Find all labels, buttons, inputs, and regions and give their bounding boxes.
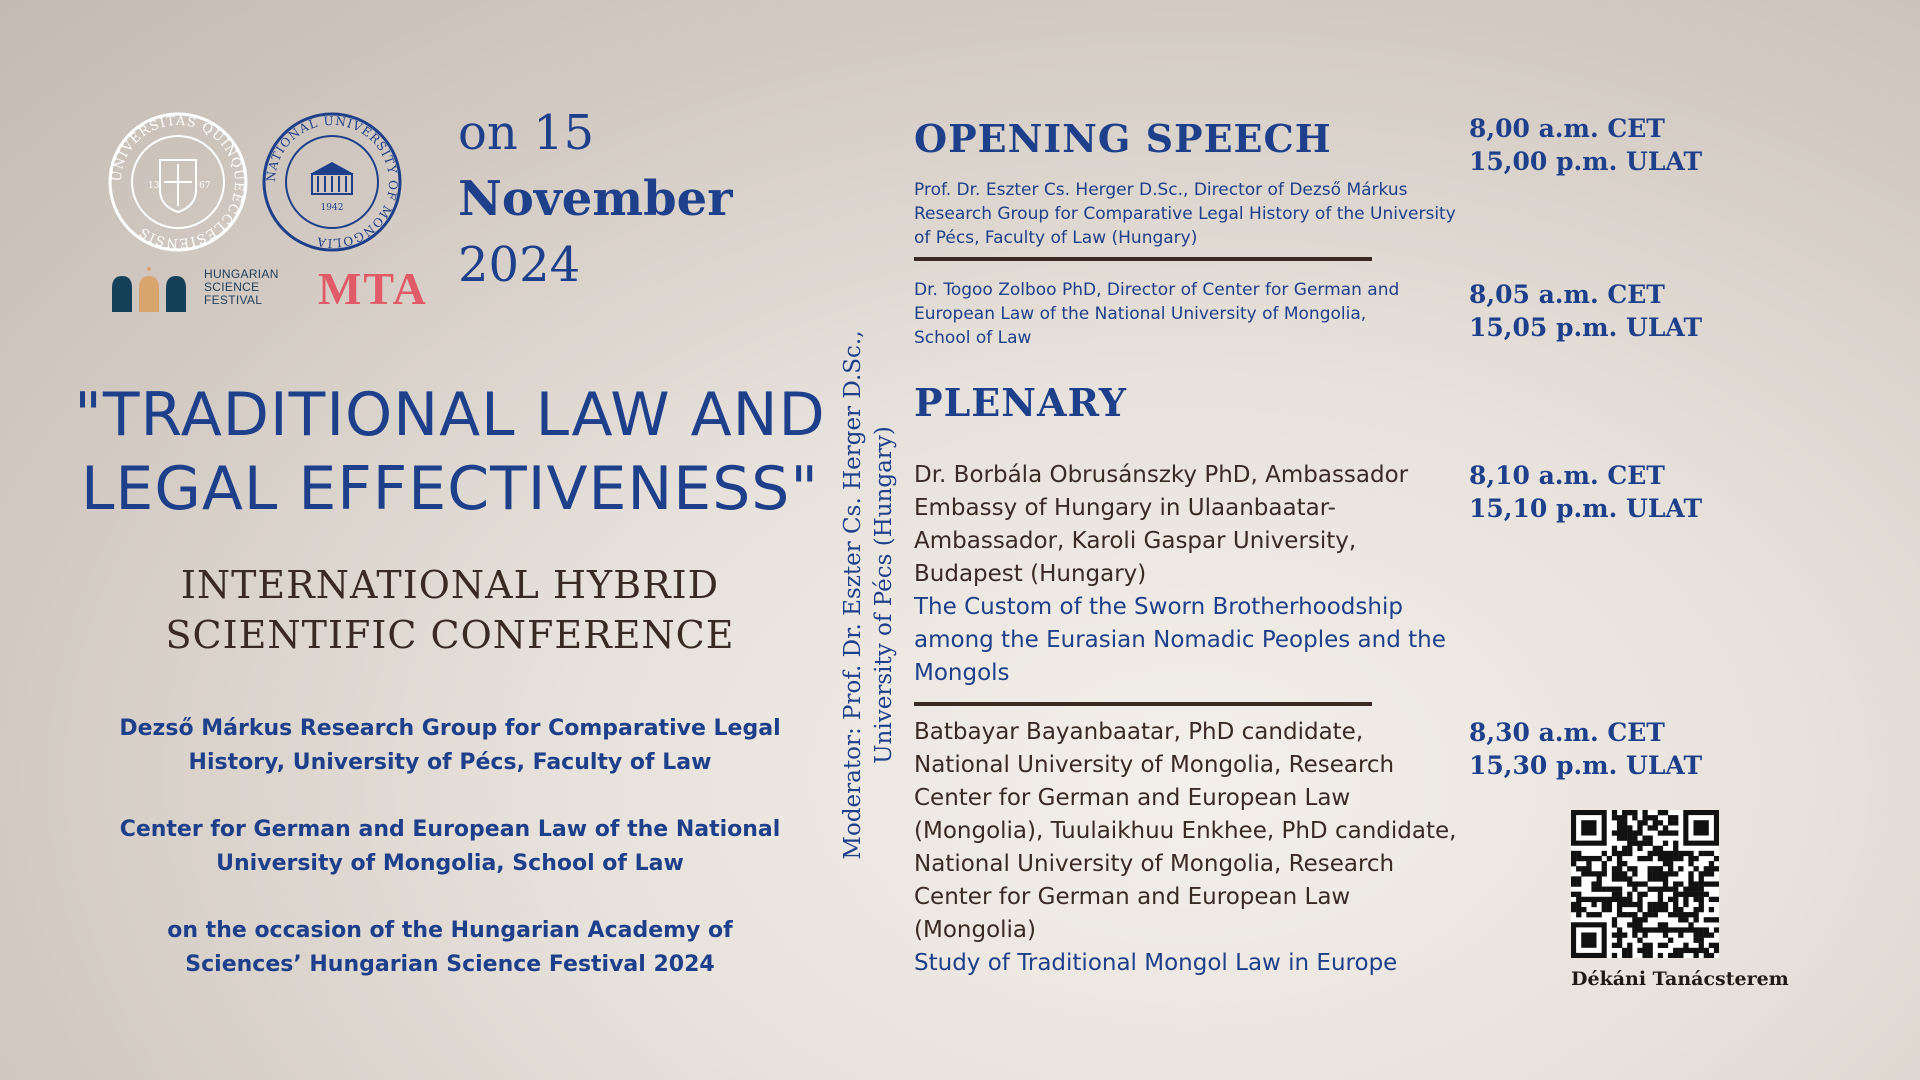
hsf-text-line: SCIENCE — [204, 280, 260, 294]
plenary-speaker-1: Dr. Borbála Obrusánszky PhD, Ambassador Embassy of Hungary in Ulaanbaatar- Ambassador, Karoli Gaspar University, Budapest (Hungary) — [914, 462, 1409, 587]
plenary-talk-title-1: The Custom of the Sworn Brotherhoodship among the Eurasian Nomadic Peoples and the Mongols — [914, 594, 1446, 686]
title-line: "TRADITIONAL LAW AND — [74, 380, 826, 450]
plenary-talk-title-2: Study of Traditional Mongol Law in Europe — [914, 950, 1398, 976]
organizer-2: Center for German and European Law of the National University of Mongolia, School of Law — [119, 817, 781, 876]
plenary-time-2: 8,30 a.m. CET 15,30 p.m. ULAT — [1469, 718, 1703, 780]
national-university-of-mongolia-seal — [262, 112, 402, 252]
svg-text:67: 67 — [199, 181, 211, 191]
conference-subtitle — [60, 560, 840, 660]
hsf-text-line: HUNGARIAN — [204, 267, 279, 281]
svg-text:NATIONAL UNIVERSITY OF MONGOLI: NATIONAL UNIVERSITY OF MONGOLIA — [263, 113, 401, 251]
svg-text:13: 13 — [148, 181, 160, 191]
divider — [914, 257, 1372, 261]
opening-speaker-2: Dr. Togoo Zolboo PhD, Director of Center for German and European Law of the National University of Mongolia, School of Law — [914, 280, 1400, 348]
title-line: LEGAL EFFECTIVENESS" — [81, 454, 819, 524]
svg-text:UNIVERSITAS QUINQUEECCLESIENSI: UNIVERSITAS QUINQUEECCLESIENSIS — [109, 113, 247, 251]
hsf-text-line: FESTIVAL — [204, 293, 263, 307]
subtitle-line: INTERNATIONAL HYBRID — [180, 563, 720, 607]
qr-code-icon — [1571, 810, 1719, 958]
plenary-time-1: 8,10 a.m. CET 15,10 p.m. ULAT — [1469, 461, 1703, 523]
plenary-heading: PLENARY — [914, 380, 1128, 425]
opening-time-1: 8,00 a.m. CET 15,00 p.m. ULAT — [1469, 114, 1703, 176]
conference-title — [60, 378, 840, 526]
divider — [914, 702, 1372, 706]
date-year: 2024 — [458, 237, 581, 293]
subtitle-line: SCIENTIFIC CONFERENCE — [165, 613, 735, 657]
date-line: on 15 — [458, 105, 595, 161]
plenary-speaker-2: Batbayar Bayanbaatar, PhD candidate, National University of Mongolia, Research Center for German and European Law (Mongolia), Tuulaikhuu Enkhee, PhD candidate, National University of Mongolia, Research Center for German and European Law (Mongolia) — [914, 719, 1457, 943]
opening-speaker-1: Prof. Dr. Eszter Cs. Herger D.Sc., Director of Dezső Márkus Research Group for Comparative Legal History of the University of Pécs, Faculty of Law (Hungary) — [914, 180, 1456, 248]
date-month: November — [458, 171, 733, 227]
opening-time-2: 8,05 a.m. CET 15,05 p.m. ULAT — [1469, 280, 1703, 342]
plenary-talk-1 — [914, 459, 1474, 690]
room-name: Dékáni Tanácsterem — [1571, 968, 1789, 990]
svg-text:1942: 1942 — [320, 203, 344, 213]
organizer-1: Dezső Márkus Research Group for Comparative Legal History, University of Pécs, Faculty of Law — [119, 716, 781, 775]
occasion-note: on the occasion of the Hungarian Academy of Sciences’ Hungarian Science Festival 2024 — [167, 918, 733, 977]
hungarian-science-festival-logo — [110, 266, 279, 314]
plenary-talk-2 — [914, 716, 1474, 980]
university-of-pecs-seal — [108, 112, 248, 252]
hsf-arches-icon — [110, 266, 190, 314]
event-date — [458, 100, 733, 298]
opening-speech-heading: OPENING SPEECH — [914, 116, 1332, 161]
moderator-label: Moderator: Prof. Dr. Eszter Cs. Herger D.Sc., University of Pécs (Hungary) — [840, 330, 897, 860]
qr-code[interactable] — [1571, 810, 1719, 962]
mta-logo: MTA — [318, 263, 428, 314]
